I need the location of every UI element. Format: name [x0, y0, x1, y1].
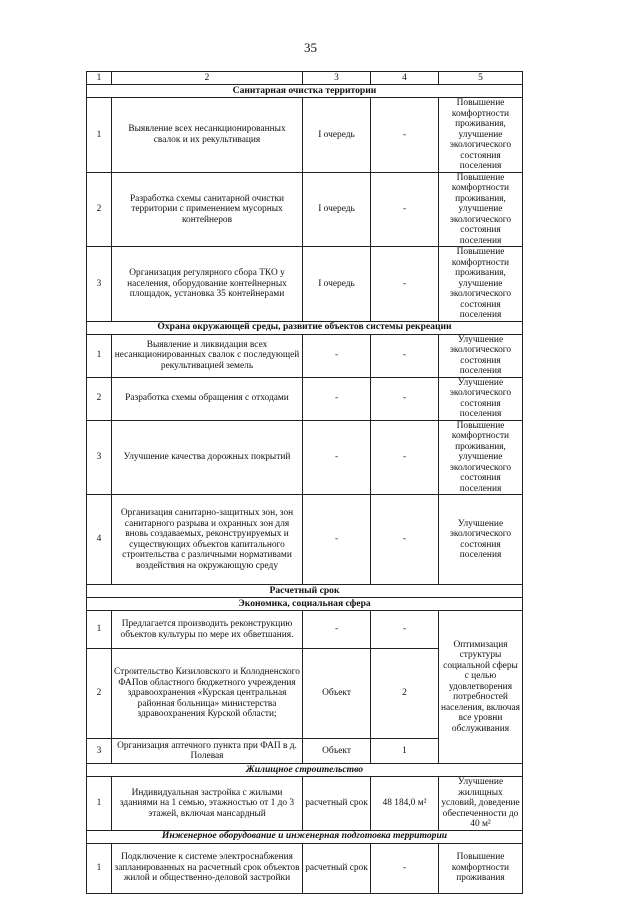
- table-row: [87, 420, 523, 495]
- measure-stage: Объект: [303, 649, 371, 739]
- measure-name: Подключение к системе электроснабжения запланированных на расчетный срок объектов жилой и общественно-деловой застройки: [112, 843, 303, 893]
- measure-name: Выявление и ликвидация всех несанкционированных свалок с последующей рекультивацией земель: [112, 334, 303, 377]
- measure-volume: -: [371, 420, 439, 495]
- section-row: [87, 764, 523, 777]
- measure-name: Выявление всех несанкционированных свалок и их рекультивация: [112, 98, 303, 173]
- measure-volume: 1: [371, 739, 439, 764]
- row-number: 3: [87, 420, 112, 495]
- section-row: [87, 585, 523, 598]
- section-row: [87, 85, 523, 98]
- col-5-header: 5: [439, 72, 523, 85]
- row-number: 2: [87, 377, 112, 420]
- table-row: [87, 377, 523, 420]
- table-row: [87, 98, 523, 173]
- table-row: [87, 172, 523, 247]
- section-environment: Охрана окружающей среды, развитие объектов системы рекреации: [87, 321, 523, 334]
- measures-table: [86, 71, 523, 894]
- section-economy: Экономика, социальная сфера: [87, 598, 523, 611]
- measure-name: Строительство Кизиловского и Колодненского ФАПов областного бюджетного учреждения здравоохранения «Курская центральная районная больница» министерства здравоохранения Курской области;: [112, 649, 303, 739]
- measure-stage: I очередь: [303, 98, 371, 173]
- section-row: [87, 598, 523, 611]
- col-1-header: 1: [87, 72, 112, 85]
- measure-name: Организация регулярного сбора ТКО у населения, оборудование контейнерных площадок, установка 35 контейнерами: [112, 247, 303, 322]
- measure-name: Организация санитарно-защитных зон, зон санитарного разрыва и охранных зон для вновь создаваемых, реконструируемых и существующих объектов капитального строительства с различными нормативами воздействия на окружающую среду: [112, 495, 303, 585]
- measure-volume: -: [371, 334, 439, 377]
- row-number: 1: [87, 777, 112, 831]
- row-number: 4: [87, 495, 112, 585]
- row-number: 3: [87, 247, 112, 322]
- measure-stage: -: [303, 611, 371, 649]
- measure-volume: -: [371, 98, 439, 173]
- row-number: 2: [87, 649, 112, 739]
- measure-stage: -: [303, 420, 371, 495]
- row-number: 1: [87, 611, 112, 649]
- measure-volume: -: [371, 843, 439, 893]
- measure-effect: Повышение комфортности проживания: [439, 843, 523, 893]
- measure-stage: расчетный срок: [303, 777, 371, 831]
- measure-stage: -: [303, 377, 371, 420]
- measure-stage: -: [303, 495, 371, 585]
- measure-effect: Улучшение жилищных условий, доведение обеспеченности до 40 м²: [439, 777, 523, 831]
- measure-name: Разработка схемы обращения с отходами: [112, 377, 303, 420]
- measure-effect: Повышение комфортности проживания, улучшение экологического состояния поселения: [439, 98, 523, 173]
- measure-stage: Объект: [303, 739, 371, 764]
- section-engineering: Инженерное оборудование и инженерная подготовка территории: [87, 830, 523, 843]
- measure-effect: Улучшение экологического состояния поселения: [439, 334, 523, 377]
- table-row: [87, 247, 523, 322]
- measure-name: Улучшение качества дорожных покрытий: [112, 420, 303, 495]
- col-4-header: 4: [371, 72, 439, 85]
- measure-effect: Повышение комфортности проживания, улучшение экологического состояния поселения: [439, 420, 523, 495]
- section-sanitary: Санитарная очистка территории: [87, 85, 523, 98]
- measure-volume: -: [371, 611, 439, 649]
- table-row: [87, 777, 523, 831]
- row-number: 1: [87, 334, 112, 377]
- measure-effect: Улучшение экологического состояния поселения: [439, 377, 523, 420]
- measure-volume: -: [371, 377, 439, 420]
- measure-name: Организация аптечного пункта при ФАП в д. Полевая: [112, 739, 303, 764]
- section-estimated: Расчетный срок: [87, 585, 523, 598]
- measure-effect: Повышение комфортности проживания, улучшение экологического состояния поселения: [439, 247, 523, 322]
- table-row: [87, 495, 523, 585]
- section-row: [87, 830, 523, 843]
- row-number: 2: [87, 172, 112, 247]
- measure-volume: -: [371, 172, 439, 247]
- col-2-header: 2: [112, 72, 303, 85]
- measure-volume: 48 184,0 м²: [371, 777, 439, 831]
- col-3-header: 3: [303, 72, 371, 85]
- section-housing: Жилищное строительство: [87, 764, 523, 777]
- measure-effect: Улучшение экологического состояния поселения: [439, 495, 523, 585]
- measure-volume: -: [371, 247, 439, 322]
- measure-name: Разработка схемы санитарной очистки территории с применением мусорных контейнеров: [112, 172, 303, 247]
- table-row: [87, 334, 523, 377]
- measure-volume: 2: [371, 649, 439, 739]
- measure-stage: I очередь: [303, 247, 371, 322]
- row-number: 3: [87, 739, 112, 764]
- row-number: 1: [87, 98, 112, 173]
- measure-stage: -: [303, 334, 371, 377]
- row-number: 1: [87, 843, 112, 893]
- measure-effect: Повышение комфортности проживания, улучшение экологического состояния поселения: [439, 172, 523, 247]
- table-row: [87, 843, 523, 893]
- page-number: 35: [304, 40, 317, 55]
- column-numbers-row: [87, 72, 523, 85]
- section-row: [87, 321, 523, 334]
- measure-name: Предлагается производить реконструкцию объектов культуры по мере их обветшания.: [112, 611, 303, 649]
- table-row: [87, 611, 523, 649]
- measure-name: Индивидуальная застройка с жилыми зданиями на 1 семью, этажностью от 1 до 3 этажей, включая мансардный: [112, 777, 303, 831]
- measure-effect: Оптимизация структуры социальной сферы с целью удовлетворения потребностей населения, включая все уровни обслуживания: [439, 611, 523, 764]
- measure-stage: I очередь: [303, 172, 371, 247]
- measure-stage: расчетный срок: [303, 843, 371, 893]
- measure-volume: -: [371, 495, 439, 585]
